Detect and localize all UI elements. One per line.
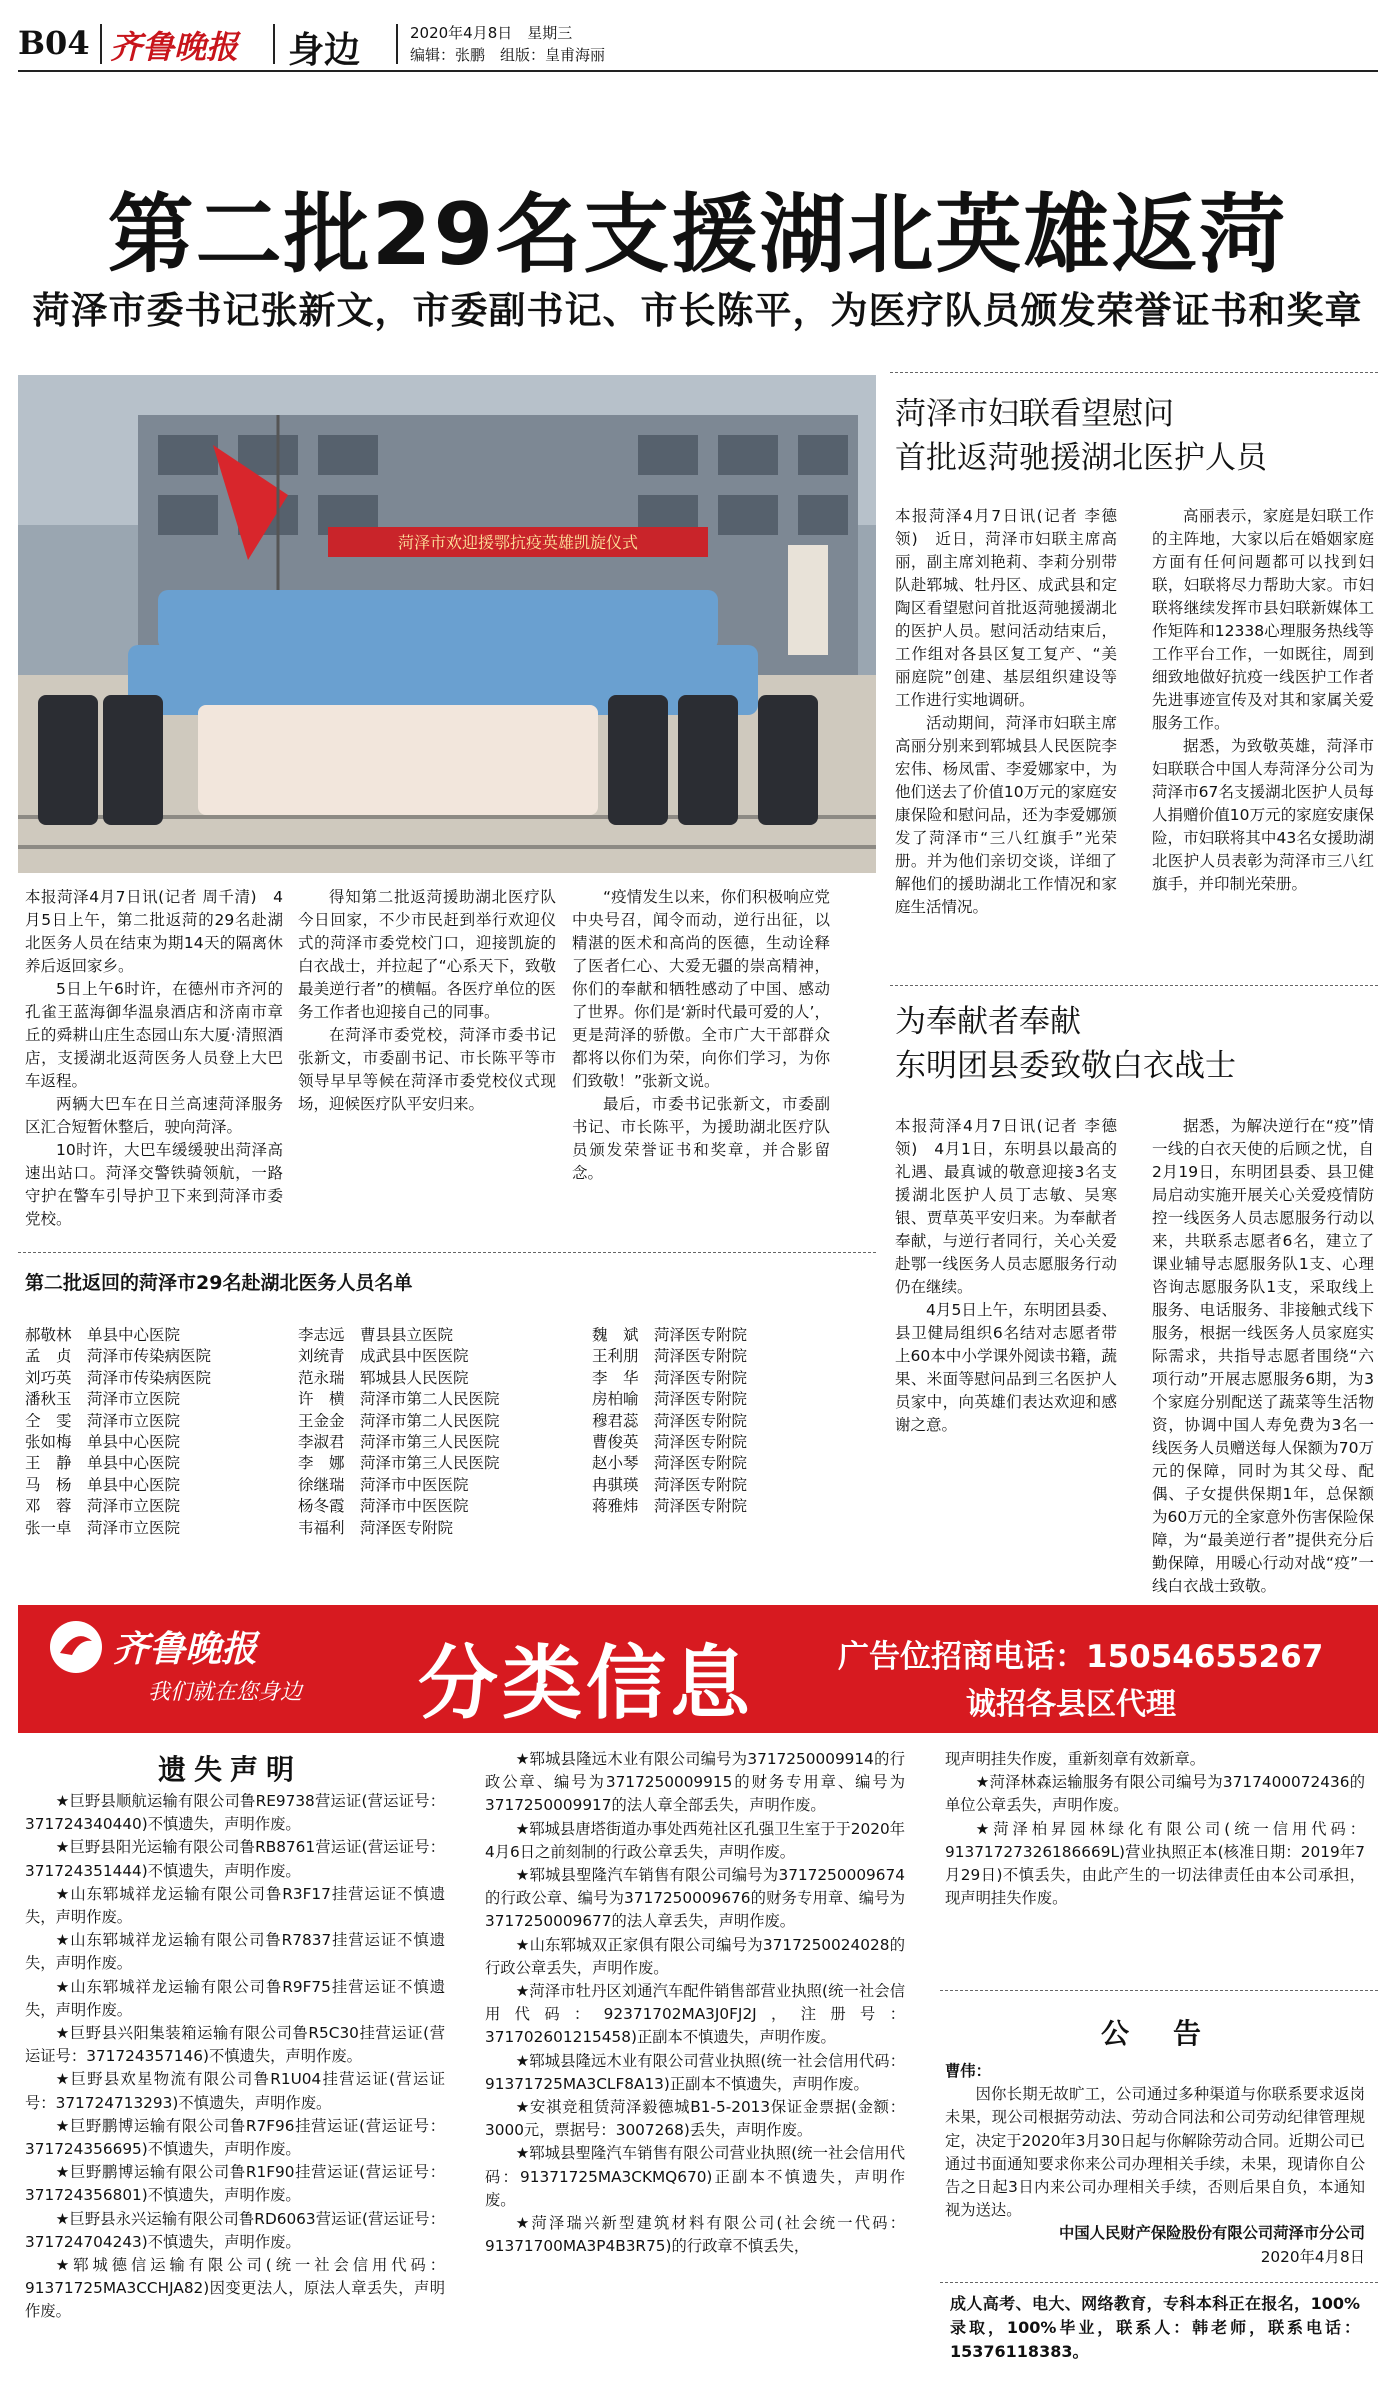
namelist-person: 曹俊英 — [592, 1433, 639, 1452]
story-women-col1 — [895, 505, 1117, 919]
namelist-person: 范永瑞 — [298, 1368, 345, 1387]
namelist-row — [25, 1432, 285, 1453]
namelist-row — [592, 1368, 852, 1389]
divider — [890, 985, 1378, 986]
namelist-person: 蒋雅炜 — [592, 1497, 639, 1516]
namelist-hospital: 单县中心医院 — [87, 1433, 181, 1452]
namelist-hospital: 菏泽医专附院 — [654, 1326, 748, 1344]
classified-phone: 广告位招商电话：15054655267 — [838, 1639, 1324, 1675]
namelist-row — [298, 1346, 558, 1367]
header-divider — [100, 24, 102, 64]
notice-title: 公 告 — [1100, 2017, 1209, 2050]
namelist-hospital: 菏泽市立医院 — [87, 1518, 181, 1537]
namelist-hospital: 菏泽医专附院 — [654, 1475, 748, 1494]
main-paragraph: “疫情发生以来，你们积极响应党中央号召，闻令而动，逆行出征，以精湛的医术和高尚的医德，生动诠释了医者仁心、大爱无疆的崇高精神，你们的奉献和牺牲感动了中国、感动了世界。你们是‘新时代最可爱的人’，更是菏泽的骄傲。全市广大干部群众都将以你们为荣，向你们学习，为你们致敬！”张新文说。 — [572, 888, 830, 1090]
classified-item: ★郓城县聖隆汽车销售有限公司营业执照(统一社会信用代码：91371725MA3CKMQ670)正副本不慎遗失，声明作废。 — [485, 2144, 905, 2209]
story-dongming-col1 — [895, 1115, 1117, 1437]
namelist-hospital: 菏泽医专附院 — [654, 1368, 748, 1387]
logo-icon — [48, 1619, 104, 1675]
namelist-row — [25, 1389, 285, 1410]
namelist-hospital: 菏泽市立医院 — [87, 1411, 181, 1430]
namelist-hospital: 菏泽市传染病医院 — [87, 1368, 212, 1387]
classified-item: ★郓城县隆远木业有限公司营业执照(统一社会信用代码：91371725MA3CLF8A13)正副本不慎遗失，声明作废。 — [485, 2051, 905, 2093]
namelist-hospital: 菏泽医专附院 — [654, 1497, 748, 1516]
namelist-hospital: 菏泽市第三人民医院 — [360, 1433, 500, 1452]
story-women-col2 — [1152, 505, 1374, 896]
main-story-col2 — [298, 886, 556, 1116]
main-paragraph: 两辆大巴车在日兰高速菏泽服务区汇合短暂休整后，驶向菏泽。 — [25, 1095, 283, 1136]
namelist-hospital: 菏泽市中医医院 — [360, 1475, 469, 1494]
classified-col3 — [945, 1748, 1365, 1910]
main-paragraph: 5日上午6时许，在德州市齐河的孔雀王蓝海御华温泉酒店和济南市章丘的舜耕山庄生态园山东大厦·清照酒店，支援湖北返菏医务人员登上大巴车返程。 — [25, 980, 283, 1090]
namelist-row — [25, 1518, 285, 1539]
namelist-row — [298, 1518, 558, 1539]
namelist-person: 仝 雯 — [25, 1411, 72, 1430]
main-paragraph: 本报菏泽4月7日讯(记者 周千清) 4月5日上午，第二批返菏的29名赴湖北医务人员在结束为期14天的隔离休养后返回家乡。 — [25, 888, 283, 975]
main-paragraph: 在菏泽市委党校，菏泽市委书记张新文，市委副书记、市长陈平等市领导早早等候在菏泽市委党校仪式现场，迎候医疗队平安归来。 — [298, 1026, 556, 1113]
namelist-hospital: 曹县县立医院 — [360, 1326, 454, 1344]
namelist-hospital: 菏泽医专附院 — [654, 1390, 748, 1409]
namelist-row — [298, 1325, 558, 1346]
classified-item: ★郓城德信运输有限公司(统一社会信用代码：91371725MA3CCHJA82)因变更法人，原法人章丢失，声明作废。 — [25, 2256, 445, 2321]
namelist-row — [298, 1432, 558, 1453]
namelist-person: 许 横 — [298, 1390, 345, 1409]
namelist-row — [592, 1496, 852, 1517]
classified-agent: 诚招各县区代理 — [966, 1687, 1176, 1722]
editor-credit: 编辑：张鹏 组版：皇甫海丽 — [410, 46, 606, 64]
namelist-person: 徐继瑞 — [298, 1475, 345, 1494]
classified-logo: 齐鲁晚报 — [113, 1628, 258, 1670]
namelist-person: 赵小琴 — [592, 1454, 639, 1473]
classified-item: ★巨野鹏博运输有限公司鲁R7F96挂营运证(营运证号：371724356695)不慎遗失，声明作废。 — [25, 2116, 445, 2159]
namelist-row — [592, 1346, 852, 1367]
section-name: 身边 — [288, 30, 361, 71]
classified-item: ★菏泽林森运输服务有限公司编号为3717400072436的单位公章丢失，声明作废。 — [945, 1773, 1365, 1815]
namelist-person: 马 杨 — [25, 1475, 72, 1494]
story-women-title — [895, 392, 1375, 480]
story-women-title-line2: 首批返菏驰援湖北医护人员 — [895, 440, 1267, 476]
main-paragraph: 10时许，大巴车缓缓驶出菏泽高速出站口。菏泽交警铁骑领航，一路守护在警车引导护卫下来到菏泽市委党校。 — [25, 1141, 283, 1228]
namelist-row — [592, 1411, 852, 1432]
namelist-hospital: 菏泽医专附院 — [360, 1518, 454, 1537]
story-dongming-title-line2: 东明团县委致敬白衣战士 — [895, 1048, 1236, 1084]
namelist-person: 李 娜 — [298, 1454, 345, 1473]
namelist-person: 李淑君 — [298, 1433, 345, 1452]
classified-item: ★安祺竞租赁菏泽毅德城B1-5-2013保证金票据(金额：3000元，票据号：3007268)丢失，声明作废。 — [485, 2098, 905, 2140]
dongming-paragraph: 4月5日上午，东明团县委、县卫健局组织6名结对志愿者带上60本中小学课外阅读书籍，蔬果、米面等慰问品到三名医护人员家中，向英雄们表达欢迎和感谢之意。 — [895, 1301, 1117, 1434]
issue-date: 2020年4月8日 星期三 — [410, 24, 573, 42]
classified-item: ★巨野县永兴运输有限公司鲁RD6063营运证(营运证号：371724704243)不慎遗失，声明作废。 — [25, 2209, 445, 2251]
namelist-row — [298, 1389, 558, 1410]
namelist-hospital: 郓城县人民医院 — [360, 1368, 469, 1387]
namelist-row — [298, 1411, 558, 1432]
namelist-col3 — [592, 1325, 852, 1518]
classified-item: ★山东郓城祥龙运输有限公司鲁R3F17挂营运证不慎遗失，声明作废。 — [25, 1884, 445, 1927]
namelist-col2 — [298, 1325, 558, 1539]
namelist-person: 张一卓 — [25, 1518, 72, 1537]
story-dongming-title — [895, 1000, 1375, 1088]
classified-slogan: 我们就在您身边 — [148, 1680, 303, 1705]
story-women-title-line1: 菏泽市妇联看望慰问 — [895, 396, 1174, 432]
classified-item: ★郓城县聖隆汽车销售有限公司编号为3717250009674的行政公章、编号为3717250009676的财务专用章、编号为3717250009677的法人章丢失，声明作废。 — [485, 1866, 905, 1931]
namelist-row — [25, 1496, 285, 1517]
namelist-person: 张如梅 — [25, 1433, 72, 1452]
main-subheadline: 菏泽市委书记张新文，市委副书记、市长陈平，为医疗队员颁发荣誉证书和奖章 — [32, 289, 1363, 332]
women-paragraph: 本报菏泽4月7日讯(记者 李德领) 近日，菏泽市妇联主席高丽，副主席刘艳莉、李莉分别带队赴郓城、牡丹区、成武县和定陶区看望慰问首批返菏驰援湖北的医护人员。慰问活动结束后，工作组对各县区复工复产、“美丽庭院”创建、基层组织建设等工作进行实地调研。 — [895, 507, 1117, 709]
namelist-hospital: 单县中心医院 — [87, 1454, 181, 1473]
classified-item: ★山东郓城双正家俱有限公司编号为3717250024028的行政公章丢失，声明作废。 — [485, 1935, 905, 1977]
classified-item: ★巨野县阳光运输有限公司鲁RB8761营运证(营运证号：371724351444)不慎遗失，声明作废。 — [25, 1838, 445, 1880]
notice-signer: 中国人民财产保险股份有限公司菏泽市分公司 — [1059, 2224, 1365, 2243]
namelist-hospital: 菏泽市传染病医院 — [87, 1347, 212, 1366]
main-paragraph: 得知第二批返菏援助湖北医疗队今日回家，不少市民赶到举行欢迎仪式的菏泽市委党校门口，迎接凯旋的白衣战士，并拉起了“心系天下，致敬最美逆行者”的横幅。各医疗单位的医务工作者也迎接自己的同事。 — [298, 888, 556, 1021]
namelist-person: 杨冬霞 — [298, 1497, 345, 1516]
women-paragraph: 据悉，为致敬英雄，菏泽市妇联联合中国人寿菏泽分公司为菏泽市67名支援湖北医护人员每人捐赠价值10万元的家庭安康保险，市妇联将其中43名女援助湖北医护人员表彰为菏泽市三八红旗手，并印制光荣册。 — [1152, 737, 1374, 893]
namelist-hospital: 菏泽医专附院 — [654, 1411, 748, 1430]
namelist-hospital: 菏泽医专附院 — [654, 1433, 748, 1452]
namelist-row — [592, 1453, 852, 1474]
namelist-row — [25, 1325, 285, 1346]
namelist-title: 第二批返回的菏泽市29名赴湖北医务人员名单 — [25, 1272, 413, 1294]
namelist-hospital: 菏泽市立医院 — [87, 1497, 181, 1516]
namelist-row — [25, 1346, 285, 1367]
lost-notice-title: 遗失声明 — [157, 1753, 302, 1786]
classified-item: 现声明挂失作废，重新刻章有效新章。 — [945, 1750, 1206, 1768]
namelist-person: 郝敬林 — [25, 1326, 72, 1344]
photo-illustration — [18, 375, 876, 873]
namelist-hospital: 菏泽市立医院 — [87, 1390, 181, 1409]
header-divider — [273, 24, 275, 64]
namelist-person: 孟 贞 — [25, 1347, 72, 1366]
namelist-hospital: 菏泽市第三人民医院 — [360, 1454, 500, 1473]
dongming-paragraph: 本报菏泽4月7日讯(记者 李德领) 4月1日，东明县以最高的礼遇、最真诚的敬意迎接3名支援湖北医护人员丁志敏、吴寒银、贾草英平安归来。为奉献者奉献，与逆行者同行，关心关爱赴鄂一线医务人员志愿服务行动仍在继续。 — [895, 1117, 1117, 1296]
namelist-person: 刘巧英 — [25, 1368, 72, 1387]
classified-col2 — [485, 1748, 905, 2258]
namelist-col1 — [25, 1325, 285, 1539]
education-ad: 成人高考、电大、网络教育，专科本科正在报名，100%录取，100%毕业，联系人：韩老师，联系电话：15376118383。 — [950, 2294, 1360, 2361]
namelist-row — [592, 1432, 852, 1453]
namelist-hospital: 单县中心医院 — [87, 1326, 181, 1344]
namelist-row — [298, 1453, 558, 1474]
namelist-hospital: 成武县中医医院 — [360, 1347, 469, 1366]
namelist-row — [25, 1475, 285, 1496]
classified-item: ★山东郓城祥龙运输有限公司鲁R9F75挂营运证不慎遗失，声明作废。 — [25, 1977, 445, 2019]
namelist-row — [298, 1475, 558, 1496]
namelist-hospital: 菏泽医专附院 — [654, 1347, 748, 1366]
classified-item: ★山东郓城祥龙运输有限公司鲁R7837挂营运证不慎遗失，声明作废。 — [25, 1931, 445, 1973]
women-paragraph: 活动期间，菏泽市妇联主席高丽分别来到郓城县人民医院李宏伟、杨凤雷、李爱娜家中，为他们送去了价值10万元的家庭安康保险和慰问品，还为李爱娜颁发了菏泽市“三八红旗手”光荣册。并为他们亲切交谈，详细了解他们的援助湖北工作情况和家庭生活情况。 — [895, 714, 1117, 916]
namelist-hospital: 菏泽市第二人民医院 — [360, 1390, 500, 1409]
namelist-hospital: 菏泽市中医医院 — [360, 1497, 469, 1516]
namelist-person: 王金金 — [298, 1411, 345, 1430]
namelist-row — [25, 1411, 285, 1432]
divider — [940, 2282, 1378, 2283]
classified-item: ★巨野鹏博运输有限公司鲁R1F90挂营运证(营运证号：371724356801)不慎遗失，声明作废。 — [25, 2163, 445, 2205]
namelist-person: 穆君蕊 — [592, 1411, 639, 1430]
classified-title: 分类信息 — [418, 1637, 754, 1730]
namelist-person: 李志远 — [298, 1326, 345, 1344]
classified-item: ★巨野县兴阳集装箱运输有限公司鲁R5C30挂营运证(营运证号：371724357146)不慎遗失，声明作废。 — [25, 2024, 445, 2066]
paper-logo: 齐鲁晚报 — [110, 28, 239, 66]
namelist-hospital: 单县中心医院 — [87, 1475, 181, 1494]
divider — [940, 1990, 1378, 1991]
classified-col1 — [25, 1790, 445, 2324]
notice-date: 2020年4月8日 — [1260, 2247, 1365, 2266]
divider — [890, 372, 1378, 373]
notice-text: 因你长期无故旷工，公司通过多种渠道与你联系要求返岗未果，现公司根据劳动法、劳动合同法和公司劳动纪律管理规定，决定于2020年3月30日起与你解除劳动合同。近期公司已通过书面通知要求你来公司办理相关手续，未果，现请你自公告之日起3日内来公司办理相关手续，否则后果自负，本通知视为送达。 — [945, 2085, 1365, 2220]
namelist-row — [25, 1368, 285, 1389]
photo-banner-text: 菏泽市欢迎援鄂抗疫英雄凯旋仪式 — [397, 533, 639, 552]
classified-item: ★郓城县唐塔街道办事处西苑社区孔强卫生室于于2020年4月6日之前刻制的行政公章丢失，声明作废。 — [485, 1819, 905, 1861]
page-number: B04 — [18, 24, 90, 62]
namelist-person: 潘秋玉 — [25, 1390, 72, 1409]
main-story-col3 — [572, 886, 830, 1185]
notice-body — [945, 2060, 1365, 2269]
namelist-person: 冉骐瑛 — [592, 1475, 639, 1494]
namelist-hospital: 菏泽市第二人民医院 — [360, 1411, 500, 1430]
main-headline: 第二批29名支援湖北英雄返菏 — [107, 185, 1288, 285]
header-divider — [396, 24, 398, 64]
namelist-person: 王 静 — [25, 1454, 72, 1473]
women-paragraph: 高丽表示，家庭是妇联工作的主阵地，大家以后在婚姻家庭方面有任何问题都可以找到妇联，妇联将尽力帮助大家。市妇联将继续发挥市县妇联新媒体工作矩阵和12338心理服务热线等工作平台工作，一如既往，周到细致地做好抗疫一线医护工作者先进事迹宣传及对其和家属关爱服务工作。 — [1152, 507, 1374, 732]
page-header — [18, 18, 1378, 72]
namelist-row — [592, 1475, 852, 1496]
namelist-row — [298, 1496, 558, 1517]
classified-item: ★巨野县欢星物流有限公司鲁R1U04挂营运证(营运证号：371724713293)不慎遗失，声明作废。 — [25, 2070, 445, 2112]
story-dongming-title-line1: 为奉献者奉献 — [895, 1004, 1081, 1040]
namelist-person: 刘统青 — [298, 1347, 345, 1366]
namelist-row — [592, 1325, 852, 1346]
namelist-hospital: 菏泽医专附院 — [654, 1454, 748, 1473]
dongming-paragraph: 据悉，为解决逆行在“疫”情一线的白衣天使的后顾之忧，自2月19日，东明团县委、县卫健局启动实施开展关心关爱疫情防控一线医务人员志愿服务行动以来，共联系志愿者6名，建立了课业辅导志愿服务队1支、心理咨询志愿服务队1支，采取线上服务、电话服务、非接触式线下服务，根据一线医务人员家庭实际需求，共指导志愿者围绕“六项行动”开展志愿服务6期，为3个家庭分别配送了蔬菜等生活物资，协调中国人寿免费为3名一线医务人员赠送每人保额为70万元的保障，同时为其父母、配偶、子女提供保期1年，总保额为60万元的全家意外伤害保险保障，为“最美逆行者”提供充分后勤保障，用暖心行动对战“疫”一线白衣战士致敬。 — [1152, 1117, 1374, 1595]
namelist-person: 李 华 — [592, 1368, 639, 1387]
namelist-person: 魏 斌 — [592, 1326, 639, 1344]
story-dongming-col2 — [1152, 1115, 1374, 1598]
notice-recipient: 曹伟： — [945, 2062, 991, 2080]
namelist-row — [592, 1389, 852, 1410]
namelist-person: 王利朋 — [592, 1347, 639, 1366]
namelist-person: 韦福利 — [298, 1518, 345, 1537]
classified-item: ★菏泽市牡丹区刘通汽车配件销售部营业执照(统一社会信用代码：92371702MA3J0FJ2J，注册号：371702601215458)正副本不慎遗失，声明作废。 — [485, 1982, 905, 2047]
namelist-person: 房柏喻 — [592, 1390, 639, 1409]
classified-item: ★菏泽柏昇园林绿化有限公司(统一信用代码：91371727326186669L)营业执照正本(核准日期：2019年7月29日)不慎丢失，由此产生的一切法律责任由本公司承担，现声明挂失作废。 — [945, 1819, 1365, 1908]
namelist-row — [298, 1368, 558, 1389]
divider — [18, 1252, 876, 1253]
classified-item: ★菏泽瑞兴新型建筑材料有限公司(社会统一代码：91371700MA3P4B3R75)的行政章不慎丢失， — [485, 2214, 905, 2256]
main-story-col1 — [25, 886, 283, 1231]
classified-item: ★郓城县隆远木业有限公司编号为3717250009914的行政公章、编号为3717250009915的财务专用章、编号为3717250009917的法人章全部丢失，声明作废。 — [485, 1750, 905, 1815]
news-photo — [18, 375, 876, 873]
namelist-row — [25, 1453, 285, 1474]
classified-item: ★巨野县顺航运输有限公司鲁RE9738营运证(营运证号：371724340440)不慎遗失，声明作废。 — [25, 1792, 445, 1834]
namelist-person: 邓 蓉 — [25, 1497, 72, 1516]
classified-banner — [18, 1605, 1378, 1733]
main-paragraph: 最后，市委书记张新文，市委副书记、市长陈平，为援助湖北医疗队员颁发荣誉证书和奖章，并合影留念。 — [572, 1095, 830, 1182]
